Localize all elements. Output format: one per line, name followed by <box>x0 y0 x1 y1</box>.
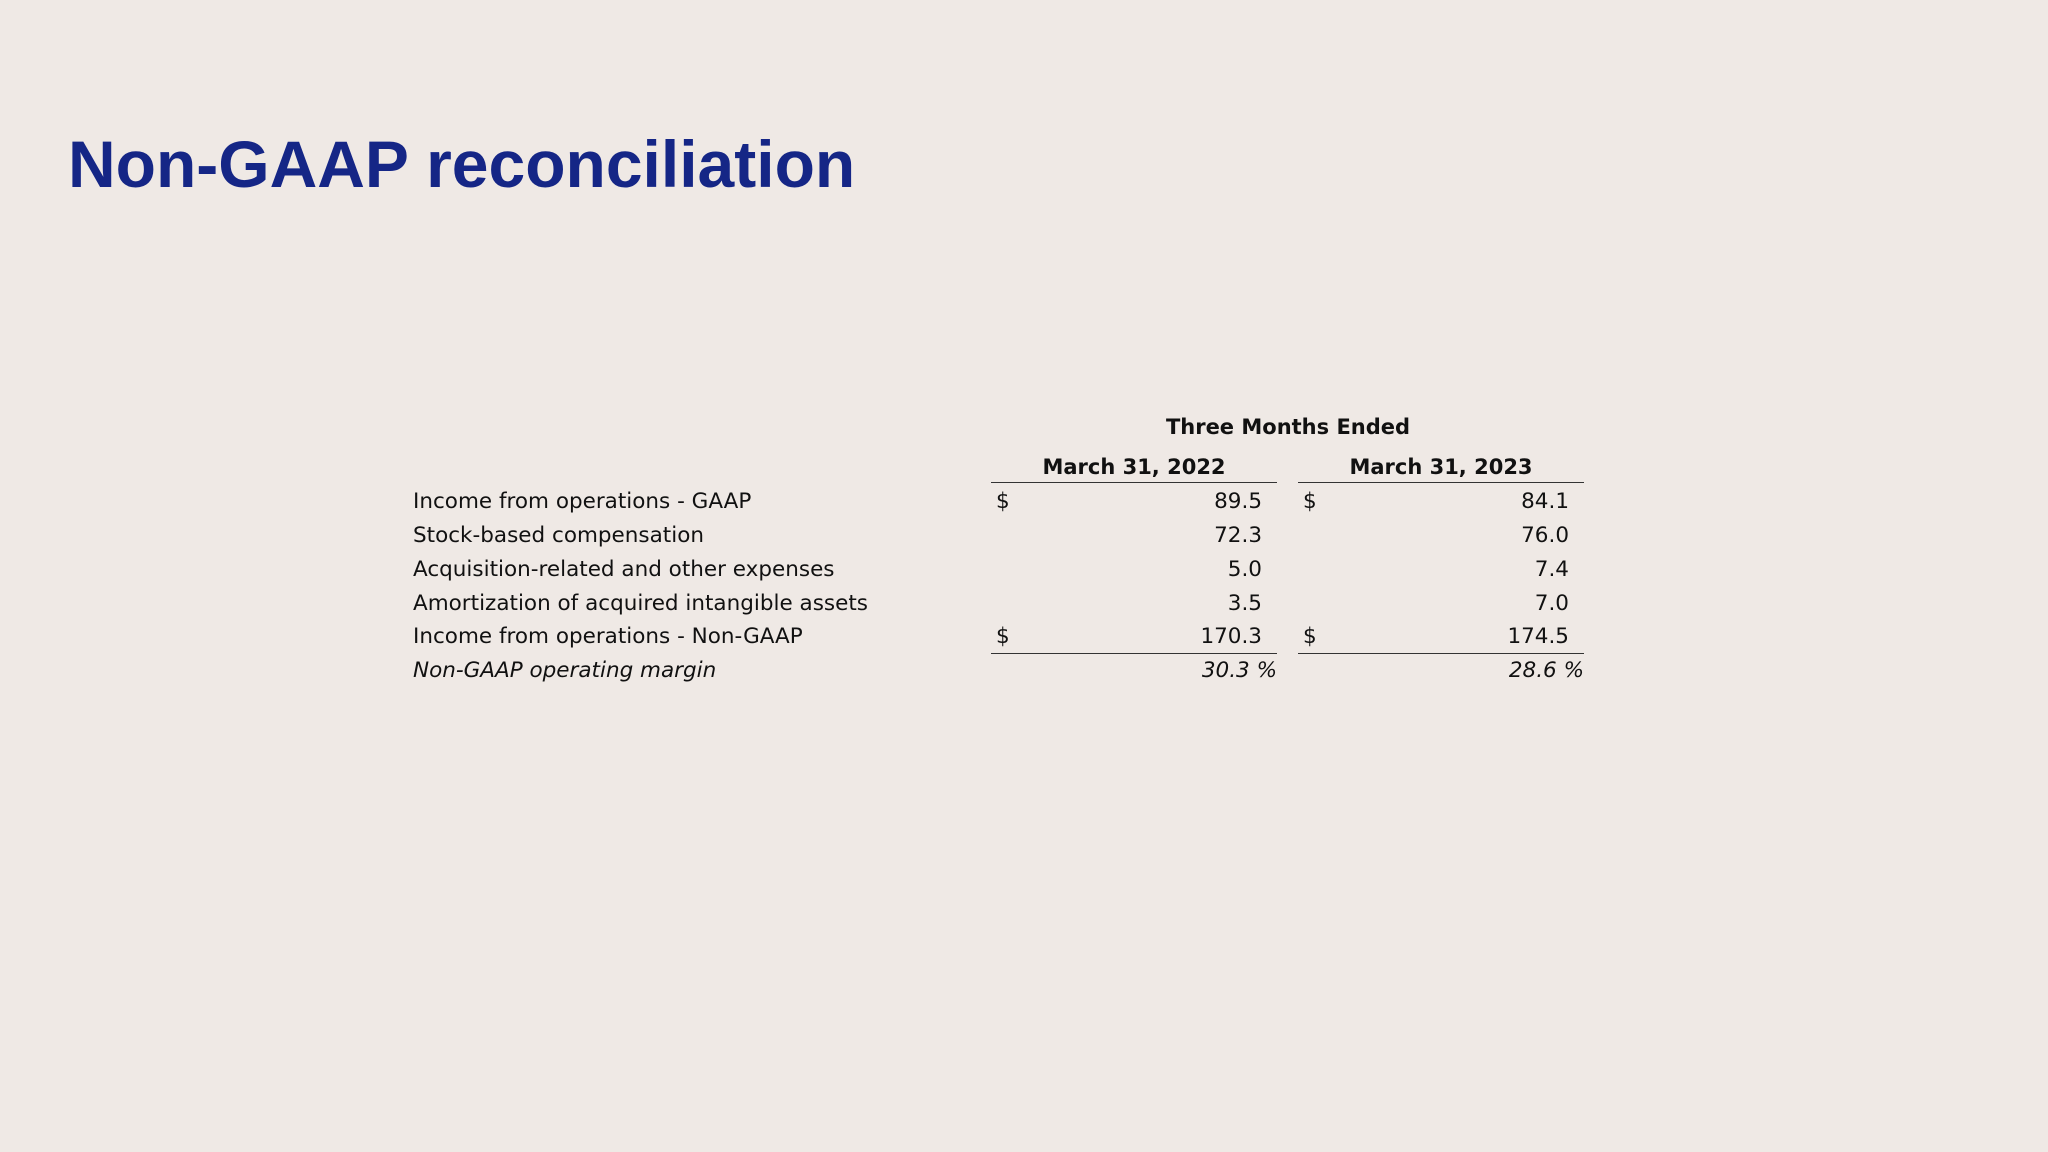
period-header: Three Months Ended <box>1165 415 1411 439</box>
row-label: Non-GAAP operating margin <box>413 658 717 683</box>
page-title: Non-GAAP reconciliation <box>68 127 856 201</box>
column-header-2023: March 31, 2023 <box>1298 452 1584 483</box>
table-row-stock-comp <box>0 519 2048 553</box>
value-2023: 7.4 <box>1534 557 1569 582</box>
currency-symbol: $ <box>1303 624 1317 649</box>
value-2022: 72.3 <box>1214 523 1262 548</box>
row-label: Amortization of acquired intangible assets <box>413 591 868 616</box>
column-header-2022: March 31, 2022 <box>991 452 1277 483</box>
value-2022: 89.5 <box>1214 489 1262 514</box>
row-label: Income from operations - Non-GAAP <box>413 624 803 649</box>
value-2022: 30.3 % <box>1201 658 1277 683</box>
value-2022: 3.5 <box>1227 591 1262 616</box>
value-2023: 7.0 <box>1534 591 1569 616</box>
value-2023: 84.1 <box>1521 489 1569 514</box>
value-2023: 76.0 <box>1521 523 1569 548</box>
table-row-operating-margin <box>0 654 2048 688</box>
value-2023: 174.5 <box>1507 624 1569 649</box>
currency-symbol: $ <box>996 489 1010 514</box>
table-row-income-non-gaap <box>0 620 2048 654</box>
row-label: Acquisition-related and other expenses <box>413 557 835 582</box>
table-row-acquisition <box>0 553 2048 587</box>
row-label: Stock-based compensation <box>413 523 704 548</box>
value-2022: 5.0 <box>1227 557 1262 582</box>
table-row-amortization <box>0 587 2048 621</box>
value-2022: 170.3 <box>1200 624 1262 649</box>
value-2023: 28.6 % <box>1508 658 1584 683</box>
currency-symbol: $ <box>1303 489 1317 514</box>
row-label: Income from operations - GAAP <box>413 489 752 514</box>
currency-symbol: $ <box>996 624 1010 649</box>
table-row-income-gaap <box>0 485 2048 519</box>
